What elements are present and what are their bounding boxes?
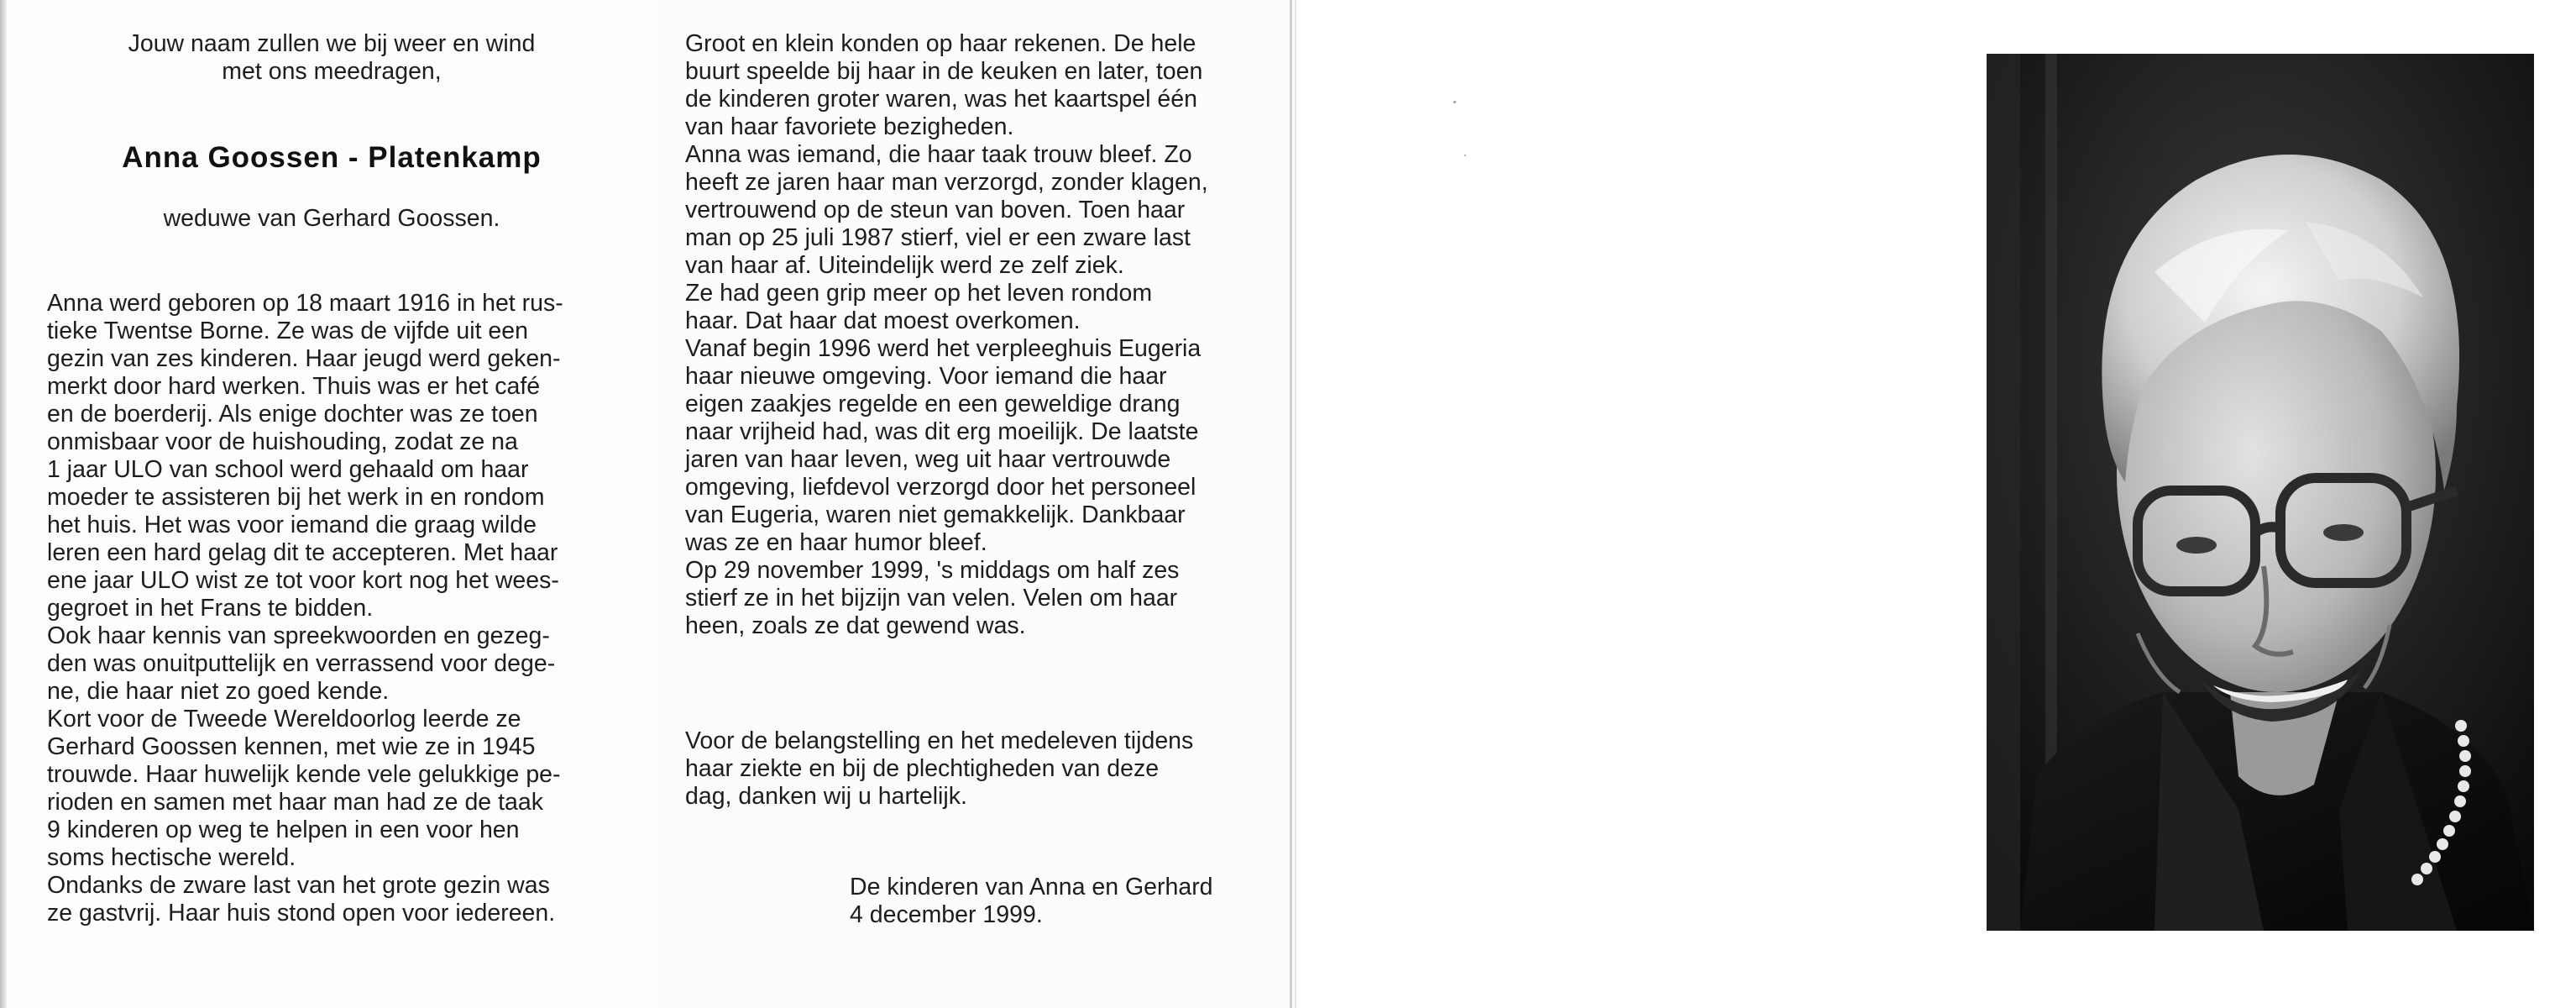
paper-speck xyxy=(1453,101,1456,103)
card-fold-highlight xyxy=(1295,0,1296,1008)
card-fold-line xyxy=(1290,0,1292,1008)
deceased-name: Anna Goossen - Platenkamp xyxy=(122,141,542,174)
paper-speck xyxy=(1464,155,1466,156)
photo-door-frame xyxy=(1987,54,2020,931)
card-edge-shadow xyxy=(0,0,7,1008)
signature-text: De kinderen van Anna en Gerhard 4 december 1999. xyxy=(850,874,1213,928)
widow-of-line: weduwe van Gerhard Goossen. xyxy=(163,205,500,232)
biography-continued-text: Groot en klein konden op haar rekenen. De hele buurt speelde bij haar in de keuken en later, toen de kinderen groter waren, was het kaartspel één van haar favoriete bezigheden. Anna was iemand, die haar taak trouw bleef. Zo heeft ze jaren haar man verzorgd, zonder klagen, vertrouwend op de steun van boven. Toen haar man op 25 juli 1987 stierf, viel er een zware last van haar af. Uiteindelijk werd ze zelf ziek. Ze had geen grip meer op het leven rondom haar. Dat haar dat moest overkomen. Vanaf begin 1996 werd het verpleeghuis Eugeria haar nieuwe omgeving. Voor iemand die haar eigen zaakjes regelde en een geweldige drang naar vrijheid had, was dit erg moeilijk. De laatste jaren van haar leven, weg uit haar vertrouwde omgeving, liefdevol verzorgd door het personeel van Eugeria, waren niet gemakkelijk. Dankbaar was ze en haar humor bleef. Op 29 november 1999, 's middags om half zes stierf ze in het bijzijn van velen. Velen om haar heen, zoals ze dat gewend was. xyxy=(685,30,1208,639)
portrait-illustration xyxy=(1987,54,2534,931)
portrait-photo xyxy=(1987,54,2534,931)
thanks-text: Voor de belangstelling en het medeleven tijdens haar ziekte en bij de plechtigheden van deze dag, danken wij u hartelijk. xyxy=(685,727,1194,810)
biography-text: Anna werd geboren op 18 maart 1916 in het rus- tieke Twentse Borne. Ze was de vijfde uit een gezin van zes kinderen. Haar jeugd werd geken- merkt door hard werken. Thuis was er het café en de boerderij. Als enige dochter was ze toen onmisbaar voor de huishouding, zodat ze na 1 jaar ULO van school werd gehaald om haar moeder te assisteren bij het werk in en rondom het huis. Het was voor iemand die graag wilde leren een hard gelag dit te accepteren. Met haar ene jaar ULO wist ze tot voor kort nog het wees- gegroet in het Frans te bidden. Ook haar kennis van spreekwoorden en gezeg- den was onuitputtelijk en verrassend voor dege- ne, die haar niet zo goed kende. Kort voor de Tweede Wereldoorlog leerde ze Gerhard Goossen kennen, met wie ze in 1945 trouwde. Haar huwelijk kende vele gelukkige pe- rioden en samen met haar man had ze de taak 9 kinderen op weg te helpen in een voor hen soms hectische wereld. Ondanks de zware last van het grote gezin was ze gastvrij. Haar huis stond open voor iedereen. xyxy=(47,290,563,927)
memorial-motto: Jouw naam zullen we bij weer en wind met ons meedragen, xyxy=(128,30,536,85)
